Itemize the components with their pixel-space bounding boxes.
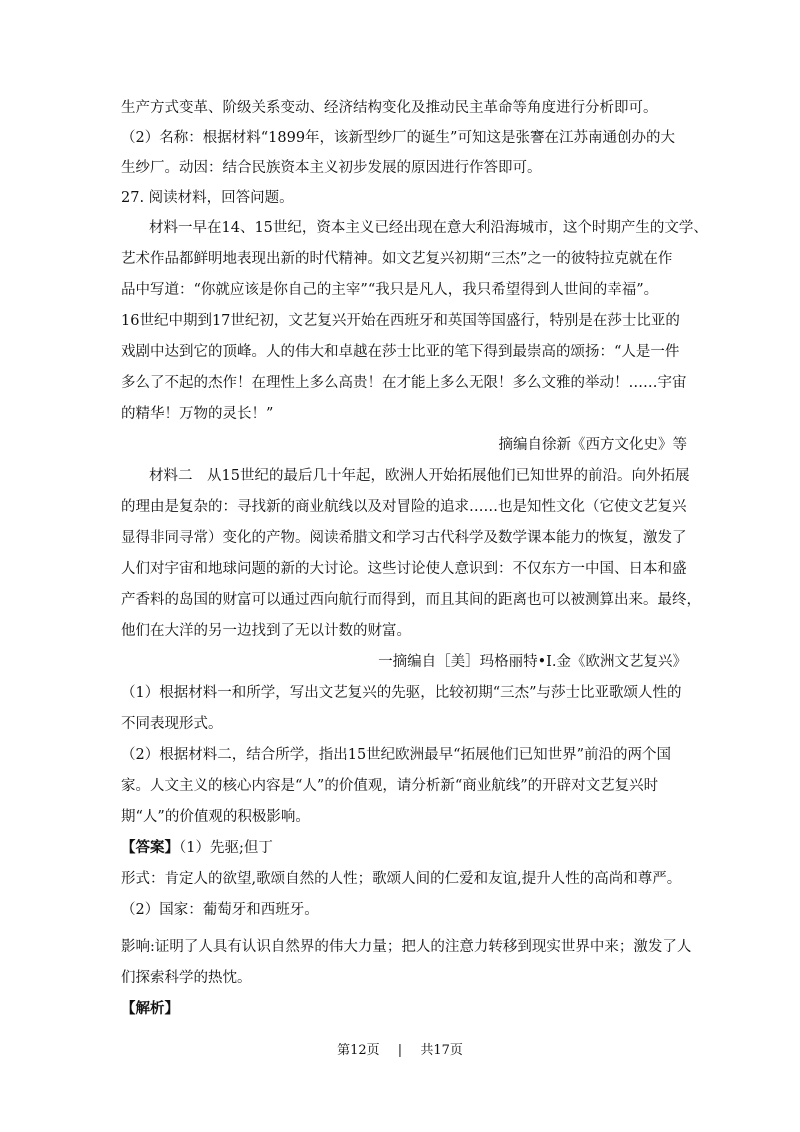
sub-question-1: 不同表现形式。 [121,716,223,732]
material-one-line: 戏剧中达到它的顶峰。人的伟大和卓越在莎士比亚的笔下得到最崇高的颂扬：“人是一件 [121,344,680,360]
answer-line: 们探索科学的热忱。 [121,970,252,986]
sub-question-2: 家。人文主义的核心内容是“人”的价值观，请分析新“商业航线”的开辟对文艺复兴时 [121,778,659,794]
answer-label: 【答案】 [121,839,179,856]
analysis-line: 生纱厂。动因：结合民族资本主义初步发展的原因进行作答即可。 [121,160,542,176]
material-one-line: 多么了不起的杰作！在理性上多么高贵！在才能上多么无限！多么文雅的举动！……宇宙 [121,375,687,391]
material-one-line: 艺术作品都鲜明地表现出新的时代精神。如文艺复兴初期“三杰”之一的彼特拉克就在作 [121,251,673,267]
material-one-line: 的精华！万物的灵长！” [121,406,274,422]
material-two-line: 显得非同寻常）变化的产物。阅读希腊文和学习古代科学及数学课本能力的恢复，激发了 [121,530,687,546]
answer-line: 影响:证明了人具有认识自然界的伟大力量；把人的注意力转移到现实世界中来；激发了人 [121,939,692,955]
material-two-line: 他们在大洋的另一边找到了无以计数的财富。 [121,623,411,639]
page-number: 第12页 [337,1043,380,1058]
material-one-line: 品中写道：“你就应该是你自己的主宰”“我只是凡人，我只希望得到人世间的幸福”。 [121,282,659,298]
sub-question-2: 期“人”的价值观的积极影响。 [121,809,310,825]
material-one-line: 材料一早在14、15世纪，资本主义已经出现在意大利沿海城市，这个时期产生的文学、 [149,220,708,236]
answer-line [121,838,273,858]
material-two-line: 的理由是复杂的：寻找新的商业航线以及对冒险的追求……也是知性文化（它使文艺复兴 [121,499,687,515]
answer-text: （1）先驱;但丁 [179,840,273,856]
material-two-line: 材料二 从15世纪的最后几十年起，欧洲人开始拓展他们已知世界的前沿。向外拓展 [149,468,690,484]
material-two-source: 一摘编自［美］玛格丽特•I.金《欧洲文艺复兴》 [378,654,687,670]
material-two-line: 人们对宇宙和地球问题的新的大讨论。这些讨论使人意识到：不仅东方一中国、日本和盛 [121,561,687,577]
material-two-line: 产香料的岛国的财富可以通过西向航行而得到，而且其间的距离也可以被测算出来。最终， [121,592,701,608]
analysis-line: （2）名称：根据材料“1899年，该新型纱厂的诞生”可知这是张謇在江苏南通创办的大 [121,130,675,146]
analysis-label: 【解析】 [121,1000,179,1017]
answer-line: 形式：肯定人的欲望,歌颂自然的人性；歌颂人间的仁爱和友谊,提升人性的高尚和尊严。 [121,871,682,887]
page-total: 共17页 [420,1043,463,1058]
material-one-line: 16世纪中期到17世纪初，文艺复兴开始在西班牙和英国等国盛行，特别是在莎士比亚的 [121,313,680,329]
analysis-line: 生产方式变革、阶级关系变动、经济结构变化及推动民主革命等角度进行分析即可。 [121,100,658,116]
sub-question-2: （2）根据材料二，结合所学，指出15世纪欧洲最早“拓展他们已知世界”前沿的两个国 [121,747,671,763]
question-title: 27. 阅读材料，回答问题。 [121,190,294,206]
material-one-source: 摘编自徐新《西方文化史》等 [498,437,687,453]
sub-question-1: （1）根据材料一和所学，写出文艺复兴的先驱，比较初期“三杰”与莎士比亚歌颂人性的 [121,685,682,701]
footer-separator: | [397,1043,403,1058]
answer-line: （2）国家：葡萄牙和西班牙。 [121,902,319,918]
page-footer [0,1042,800,1060]
